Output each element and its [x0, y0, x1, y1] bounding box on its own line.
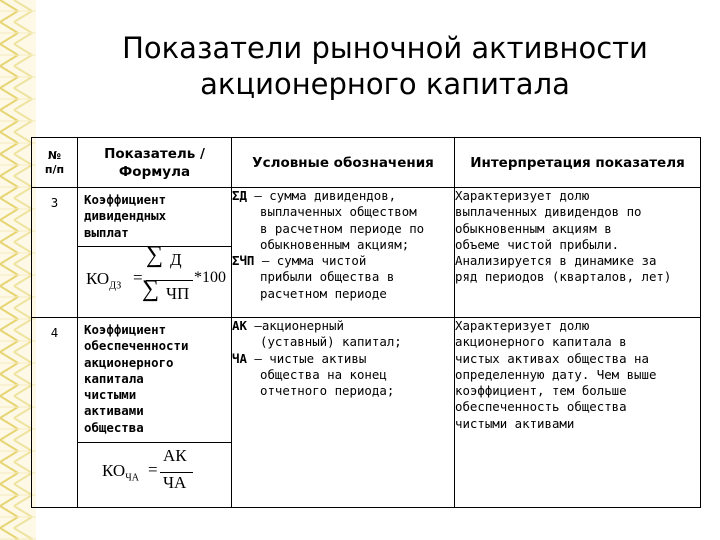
indicator-name-line: капитала [84, 370, 144, 386]
notation-cell [232, 188, 455, 318]
header-number [32, 138, 78, 188]
interpretation-line: ряд периодов (кварталов, лет) [455, 269, 672, 285]
notation-entry [232, 188, 454, 253]
formula-multiplier: *100 [194, 269, 226, 286]
interpretation-cell [455, 188, 701, 318]
indicator-name-line: дивидендных [84, 208, 167, 224]
notation-text: –акционерный [246, 318, 344, 333]
formula-equity-coverage [78, 442, 231, 507]
interpretation-line: Характеризует долю [455, 188, 590, 203]
interpretation-line: объеме чистой прибыли. [455, 236, 620, 252]
table-header-row [32, 138, 701, 188]
indicator-name [78, 188, 231, 246]
notation-line: обыкновенным акциям; [260, 236, 410, 252]
interpretation-line: чистыми активами [455, 415, 575, 431]
notation-first-line [232, 188, 454, 204]
notation-first-line [232, 318, 454, 334]
notation-term: ΣД [232, 188, 247, 203]
header-number-line-2: п/п [44, 162, 65, 176]
formula-lhs-main: КО [86, 269, 110, 288]
notation-line: прибыли общества в [260, 269, 395, 285]
notation-term: АК [232, 318, 247, 333]
indicator-name-line: активами [84, 403, 144, 419]
notation-line: расчетном периоде [260, 285, 387, 301]
header-notation: Условные обозначения [232, 138, 455, 188]
header-indicator-line-1: Показатель / [104, 145, 205, 162]
indicator-name [78, 318, 231, 442]
notation-line: общества на конец [260, 366, 387, 382]
header-indicator [78, 138, 232, 188]
formula-numerator: АК [163, 446, 187, 465]
indicator-cell [78, 318, 232, 508]
notation-entry [232, 351, 454, 400]
indicator-name-line: общества [84, 419, 144, 435]
notation-line: в расчетном периоде по [260, 220, 425, 236]
interpretation-line: определенную дату. Чем выше [455, 366, 657, 382]
notation-text: – чистые активы [246, 350, 367, 366]
interpretation-line: выплаченных дивидендов по [455, 204, 642, 220]
notation-text: – сумма чистой [254, 253, 367, 269]
formula-lhs-main: КО [102, 461, 126, 480]
formula-denominator: ЧА [163, 473, 187, 492]
indicator-name-line: Коэффициент [84, 322, 167, 337]
interpretation-line: Анализируется в динамике за [455, 253, 657, 269]
slide-title-line-2: акционерного капитала [200, 67, 570, 101]
notation-term: ЧА [232, 350, 247, 366]
formula-numerator: Д [170, 250, 182, 269]
notation-text: – сумма дивидендов, [246, 188, 397, 203]
formula-dividend-payout [78, 242, 231, 317]
interpretation-line: обеспеченность общества [455, 399, 627, 415]
interpretation-line: коэффициент, тем больше [455, 383, 627, 399]
formula-lhs-sub: ЧА [125, 472, 139, 484]
slide-title [70, 30, 700, 102]
interpretation-cell [455, 318, 701, 508]
slide-title-line-1: Показатели рыночной активности [122, 31, 648, 65]
indicator-cell [78, 188, 232, 318]
header-interpretation: Интерпретация показателя [455, 138, 701, 188]
notation-entry [232, 253, 454, 302]
notation-line: отчетного периода; [260, 383, 395, 399]
notation-line: (уставный) капитал; [260, 334, 402, 350]
formula-numerator-sigma: ∑ [146, 242, 164, 268]
indicators-table [31, 137, 701, 508]
formula-lhs [102, 463, 139, 487]
notation-line: выплаченных обществом [260, 204, 417, 220]
formula-denominator: ЧП [166, 284, 190, 303]
formula-lhs-sub: ДЗ [109, 280, 122, 292]
notation-cell [232, 318, 455, 508]
indicator-name-line: акционерного [84, 354, 174, 370]
notation-entry [232, 318, 454, 351]
interpretation-line: акционерного капитала в [455, 334, 627, 350]
indicator-name-line: Коэффициент [84, 192, 167, 207]
interpretation-line: обыкновенным акциям в [455, 220, 612, 236]
indicator-name-line: выплат [84, 224, 129, 240]
notation-first-line [232, 253, 454, 269]
header-number-line-1: № [47, 148, 62, 162]
notation-term: ΣЧП [232, 253, 255, 269]
formula-equals: = [148, 460, 158, 479]
formula-equals: = [133, 268, 143, 287]
table-row [32, 188, 701, 318]
interpretation-line: Характеризует долю [455, 318, 590, 333]
formula-denominator-sigma: ∑ [142, 276, 160, 302]
notation-first-line [232, 351, 454, 367]
row-number: 3 [32, 188, 78, 318]
interpretation-line: чистых активах общества на [455, 350, 649, 366]
formula-lhs [86, 271, 121, 295]
table-row [32, 318, 701, 508]
indicator-name-line: чистыми [84, 387, 137, 403]
indicator-name-line: обеспеченности [84, 338, 189, 354]
header-indicator-line-2: Формула [118, 163, 191, 180]
row-number: 4 [32, 318, 78, 508]
